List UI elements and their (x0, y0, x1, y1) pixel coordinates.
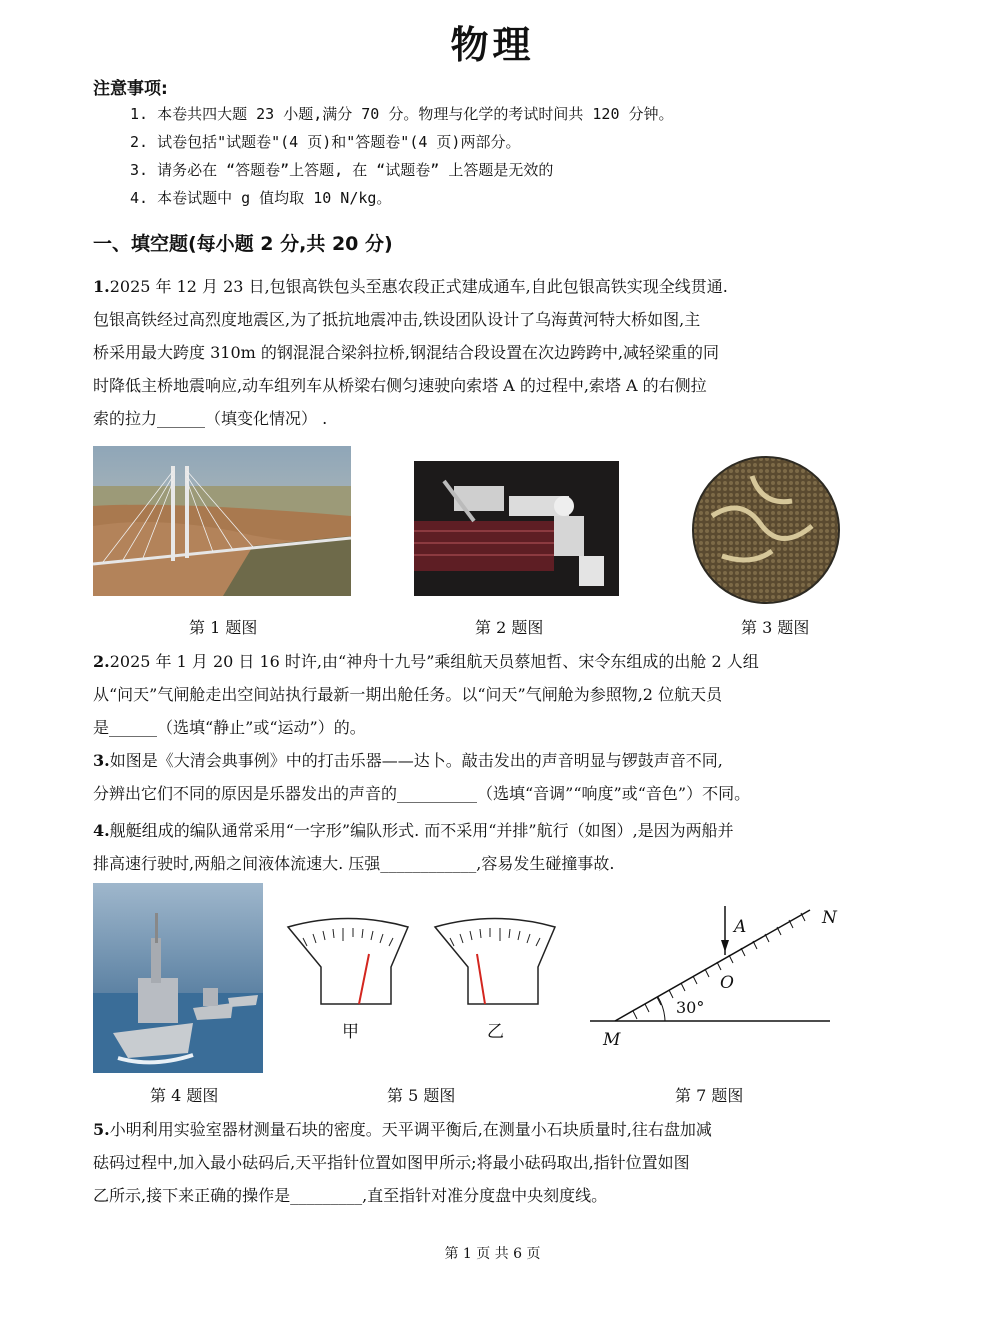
question-text-line: 是______（选填“静止”或“运动”）的。 (93, 718, 366, 737)
drum-photo (692, 456, 840, 604)
label-O: O (720, 973, 734, 993)
question-number: 1. (93, 277, 110, 296)
question-number: 3. (93, 751, 110, 770)
question-text-line: 排高速行驶时,两船之间液体流速大. 压强____________,容易发生碰撞事故. (93, 854, 615, 873)
label-N: N (822, 908, 837, 928)
figure-caption: 第 3 题图 (741, 618, 810, 637)
astronaut-photo (414, 461, 619, 596)
bridge-photo (93, 446, 351, 596)
ray-arrow (721, 940, 729, 952)
notice-heading: 注意事项: (93, 79, 168, 99)
warship-photo (93, 883, 263, 1073)
dial-label-right: 乙 (487, 1022, 504, 1042)
notice-item: 3. 请务必在 “答题卷”上答题, 在 “试题卷” 上答题是无效的 (130, 161, 554, 179)
page-title: 物理 (450, 23, 535, 67)
dial-left (288, 919, 408, 1005)
question-text-line: 乙所示,接下来正确的操作是_________,直至指针对准分度盘中央刻度线。 (93, 1186, 608, 1205)
question-3 (93, 744, 853, 810)
question-text-line: 舰艇组成的编队通常采用“一字形”编队形式. 而不采用“并排”航行（如图）,是因为两船并 (109, 821, 734, 840)
question-text-line: 小明利用实验室器材测量石块的密度。天平调平衡后,在测量小石块质量时,往右盘加减 (109, 1120, 712, 1139)
mirror-line (615, 910, 810, 1021)
question-text-line: 索的拉力______（填变化情况） . (93, 409, 328, 428)
question-text-line: 砝码过程中,加入最小砝码后,天平指针位置如图甲所示;将最小砝码取出,指针位置如图 (93, 1153, 690, 1172)
figure-caption: 第 5 题图 (387, 1086, 456, 1105)
label-A: A (734, 917, 747, 937)
balance-dials-figure (283, 912, 573, 1042)
dial-label-left: 甲 (342, 1022, 359, 1042)
question-text-line: 如图是《大清会典事例》中的打击乐器——达卜。敲击发出的声音明显与锣鼓声音不同, (109, 751, 723, 770)
question-text-line: 从“问天”气闸舱走出空间站执行最新一期出舱任务。以“问天”气闸舱为参照物,2 位航天员 (93, 685, 723, 704)
pointer-right (477, 954, 485, 1004)
question-text-line: 2025 年 1 月 20 日 16 时许,由“神舟十九号”乘组航天员蔡旭哲、宋令东组成的出舱 2 人组 (109, 652, 759, 671)
question-text-line: 分辨出它们不同的原因是乐器发出的声音的__________（选填“音调”“响度”或“音色”）不同。 (93, 784, 751, 803)
mirror-diagram (585, 900, 845, 1055)
question-4 (93, 814, 853, 880)
pointer-left (359, 954, 369, 1004)
notice-item: 2. 试卷包括"试题卷"(4 页)和"答题卷"(4 页)两部分。 (130, 133, 521, 151)
figure-caption: 第 4 题图 (150, 1086, 219, 1105)
question-number: 4. (93, 821, 110, 840)
dial-right (435, 919, 555, 1005)
notice-item: 4. 本卷试题中 g 值均取 10 N/kg。 (130, 189, 392, 207)
figure-caption: 第 2 题图 (475, 618, 544, 637)
question-text-line: 时降低主桥地震响应,动车组列车从桥梁右侧匀速驶向索塔 A 的过程中,索塔 A 的右侧拉 (93, 376, 707, 395)
question-number: 5. (93, 1120, 110, 1139)
question-5 (93, 1113, 853, 1212)
notice-item: 1. 本卷共四大题 23 小题,满分 70 分。物理与化学的考试时间共 120 分钟。 (130, 105, 674, 123)
question-text-line: 2025 年 12 月 23 日,包银高铁包头至惠农段正式建成通车,自此包银高铁实现全线贯通. (109, 277, 728, 296)
figure-caption: 第 7 题图 (675, 1086, 744, 1105)
question-text-line: 桥采用最大跨度 310m 的钢混混合梁斜拉桥,钢混结合段设置在次边跨跨中,减轻梁重的同 (93, 343, 720, 362)
question-1 (93, 270, 853, 435)
figure-caption: 第 1 题图 (189, 618, 258, 637)
question-text-line: 包银高铁经过高烈度地震区,为了抵抗地震冲击,铁设团队设计了乌海黄河特大桥如图,主 (93, 310, 701, 329)
label-M: M (603, 1030, 621, 1050)
page-footer: 第 1 页 共 6 页 (444, 1246, 541, 1262)
question-number: 2. (93, 652, 110, 671)
section-heading: 一、填空题(每小题 2 分,共 20 分) (93, 233, 393, 255)
question-2 (93, 645, 853, 744)
angle-label: 30° (676, 998, 705, 1017)
